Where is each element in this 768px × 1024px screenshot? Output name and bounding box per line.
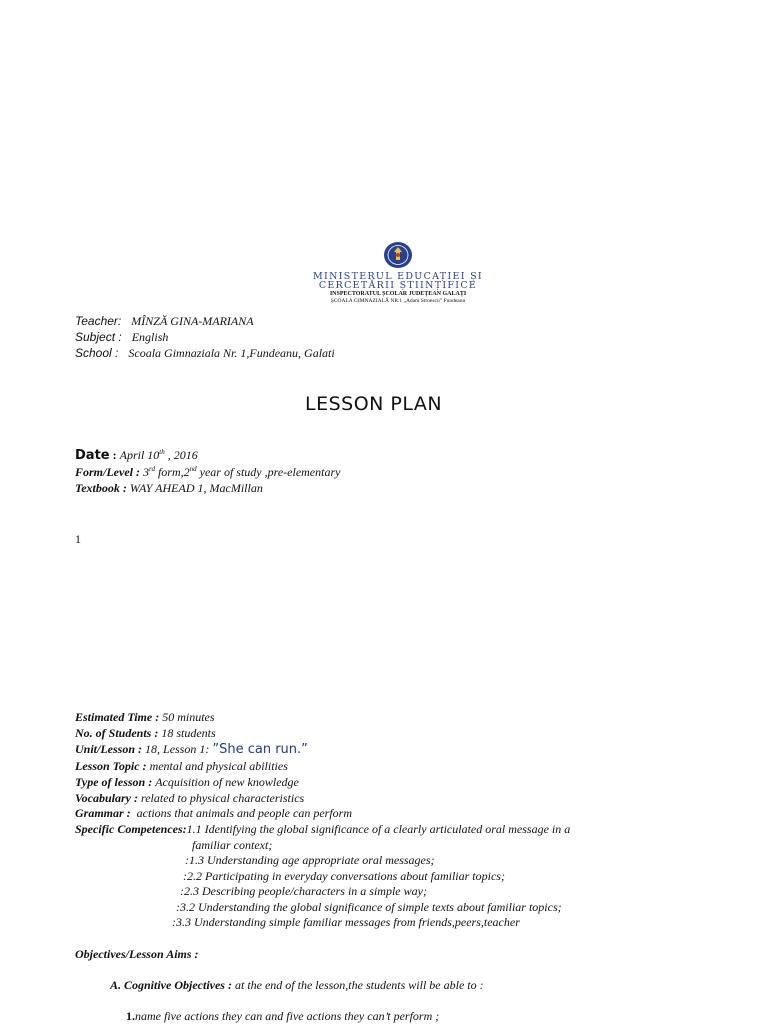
- competence-item: :2.3 Describing people/characters in a simple way;: [180, 884, 427, 898]
- vocabulary-label: Vocabulary :: [75, 791, 138, 805]
- ministry-line-1: MINISTERUL EDUCAȚIEI ȘI: [313, 271, 483, 282]
- subject-value: English: [131, 330, 169, 344]
- page-title: LESSON PLAN: [305, 393, 443, 415]
- form-level-value: 3rd form,2nd year of study ,pre-elementary: [142, 465, 341, 479]
- objective-1-row: [126, 1009, 439, 1024]
- date-label: Date: [75, 448, 110, 463]
- competence-item: :2.2 Participating in everyday conversations about familiar topics;: [183, 869, 505, 883]
- competence-item: :1.3 Understanding age appropriate oral messages;: [185, 853, 435, 867]
- school-small-name: ȘCOALA GIMNAZIALĂ NR.1 „Adam Stroescu” Fundeanu: [330, 298, 466, 304]
- form-level-row: [75, 465, 340, 480]
- type-label: Type of lesson :: [75, 775, 153, 789]
- date-row: [75, 448, 198, 463]
- topic-value: mental and physical abilities: [149, 759, 288, 773]
- type-row: [75, 775, 299, 790]
- subject-row: [75, 330, 168, 345]
- textbook-row: [75, 481, 263, 496]
- competences-row: [75, 822, 570, 837]
- cognitive-label: A. Cognitive Objectives :: [110, 978, 232, 992]
- estimated-time-row: [75, 710, 215, 725]
- grammar-row: [75, 806, 352, 821]
- cognitive-value: at the end of the lesson,the students will be able to :: [234, 978, 484, 992]
- school-row: [75, 346, 335, 361]
- teacher-value: MÎNZĂ GINA-MARIANA: [131, 314, 254, 328]
- students-label: No. of Students :: [75, 726, 159, 740]
- grammar-value: actions that animals and people can perform: [136, 806, 352, 820]
- textbook-value: WAY AHEAD 1, MacMillan: [129, 481, 263, 495]
- date-separator: :: [112, 448, 117, 462]
- competence-item: :3.2 Understanding the global significance of simple texts about familiar topics;: [176, 900, 562, 914]
- unit-value: 18, Lesson 1:: [145, 742, 210, 756]
- objectives-heading: Objectives/Lesson Aims :: [75, 947, 199, 961]
- type-value: Acquisition of new knowledge: [155, 775, 299, 789]
- topic-label: Lesson Topic :: [75, 759, 147, 773]
- students-row: [75, 726, 216, 741]
- competence-item: :3.3 Understanding simple familiar messages from friends,peers,teacher: [172, 915, 520, 929]
- ministry-line-2: CERCETĂRII ȘTIINȚIFICE: [318, 280, 478, 291]
- grammar-label: Grammar :: [75, 806, 131, 820]
- ministry-name: [288, 272, 508, 290]
- page-number: 1: [75, 532, 81, 546]
- estimated-time-label: Estimated Time :: [75, 710, 160, 724]
- competence-item: familiar context;: [192, 838, 273, 852]
- competence-item: 1.1 Identifying the global significance of a clearly articulated oral message in a: [186, 822, 571, 836]
- unit-label: Unit/Lesson :: [75, 742, 143, 756]
- teacher-row: [75, 314, 254, 329]
- students-value: 18 students: [161, 726, 216, 740]
- header-logo-block: [288, 240, 508, 305]
- teacher-label: Teacher:: [75, 314, 122, 328]
- date-value: April 10th , 2016: [119, 448, 198, 462]
- cognitive-objectives-row: [110, 978, 484, 993]
- topic-row: [75, 759, 288, 774]
- objective-1-number: 1.: [126, 1009, 135, 1023]
- inspectorat-name: INSPECTORATUL ȘCOLAR JUDEȚEAN GALAȚI: [329, 291, 467, 297]
- ministry-crest-icon: [378, 240, 418, 270]
- vocabulary-row: [75, 791, 304, 806]
- competences-label: Specific Competences:: [75, 822, 187, 836]
- lesson-quote: ”She can run.”: [212, 742, 308, 757]
- school-value: Scoala Gimnaziala Nr. 1,Fundeanu, Galati: [128, 346, 335, 360]
- form-level-label: Form/Level :: [75, 465, 140, 479]
- school-label: School :: [75, 346, 119, 360]
- subject-label: Subject :: [75, 330, 122, 344]
- estimated-time-value: 50 minutes: [162, 710, 215, 724]
- vocabulary-value: related to physical characteristics: [141, 791, 305, 805]
- objective-1-value: name five actions they can and five actions they can’t perform ;: [135, 1009, 440, 1023]
- unit-row: [75, 742, 308, 757]
- textbook-label: Textbook :: [75, 481, 127, 495]
